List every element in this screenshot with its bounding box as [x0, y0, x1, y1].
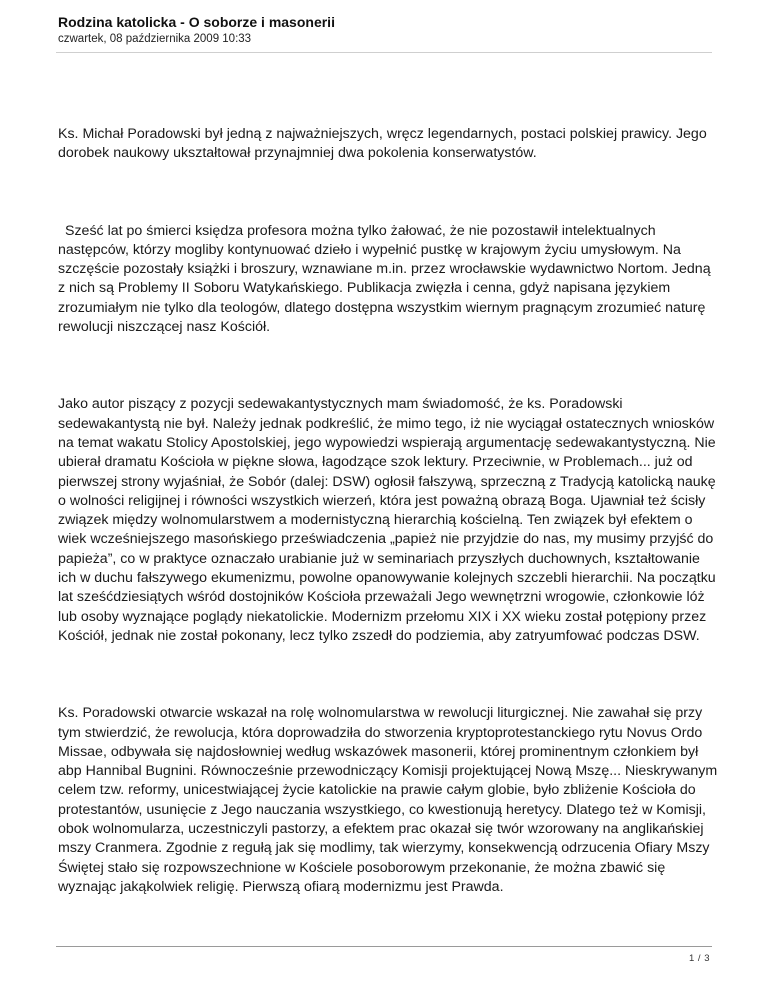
page-number: 1 / 3: [689, 953, 710, 964]
document-header: [58, 14, 710, 46]
document-title: Rodzina katolicka - O soborze i masonerii: [58, 14, 335, 30]
body-paragraph: Jako autor piszący z pozycji sedewakantystycznych mam świadomość, że ks. Poradowski sedewakantystą nie był. Należy jednak podkreślić, że mimo tego, iż nie wyciągał ostatecznych wniosków na temat wakatu Stolicy Apostolskiej, jego wypowiedzi wspierają argumentację sedewakantystyczną. Nie ubierał dramatu Kościoła w piękne słowa, łagodzące szok lektury. Przeciwnie, w Problemach... już od pierwszej strony wyjaśniał, że Sobór (dalej: DSW) ogłosił fałszywą, sprzeczną z Tradycją katolicką naukę o wolności religijnej i równości wszystkich wierzeń, która jest poważną obrazą Boga. Ujawniał też ścisły związek między wolnomularstwem a modernistyczną hierarchią kościelną. Ten związek był efektem o wiek wcześniejszego masońskiego przeświadczenia „papież nie przyjdzie do nas, my musimy przyjść do papieża”, co w praktyce oznaczało urabianie już w seminariach przyszłych duchownych, kształtowanie ich w duchu fałszywego ekumenizmu, powolne opanowywanie kolejnych szczebli hierarchii. Na początku lat sześćdziesiątych wśród dostojników Kościoła przeważali Jego wewnętrzni wrogowie, członkowie lóż lub osoby wyznające poglądy niekatolickie. Modernizm przełomu XIX i XX wieku został potępiony przez Kościół, jednak nie został pokonany, lecz tylko zszedł do podziemia, aby zatryumfować podczas DSW.: [58, 396, 716, 644]
article-body: [58, 125, 718, 897]
header-divider: [56, 52, 712, 53]
publication-date: czwartek, 08 października 2009 10:33: [58, 33, 252, 45]
body-paragraph: Ks. Michał Poradowski był jedną z najważniejszych, wręcz legendarnych, postaci polskiej prawicy. Jego dorobek naukowy ukształtował przynajmniej dwa pokolenia konserwatystów.: [58, 126, 707, 162]
body-paragraph: Sześć lat po śmierci księdza profesora można tylko żałować, że nie pozostawił intelektualnych następców, którzy mogliby kontynuować dzieło i wypełnić pustkę w krajowym życiu umysłowym. Na szczęście pozostały książki i broszury, wznawiane m.in. przez wrocławskie wydawnictwo Nortom. Jedną z nich są Problemy II Soboru Watykańskiego. Publikacja zwięzła i cenna, gdyż napisana językiem zrozumiałym nie tylko dla teologów, dlatego dostępna wszystkim wiernym pragnącym zrozumieć naturę rewolucji niszczącej nasz Kościół.: [58, 222, 711, 336]
footer-divider: [56, 946, 712, 947]
body-paragraph: Ks. Poradowski otwarcie wskazał na rolę wolnomularstwa w rewolucji liturgicznej. Nie zawahał się przy tym stwierdzić, że rewolucja, która doprowadziła do stworzenia kryptoprotestanckiego rytu Novus Ordo Missae, odbywała się najdosłowniej według wskazówek masonerii, której prominentnym członkiem był abp Hannibal Bugnini. Równocześnie przewodniczący Komisji projektującej Nową Mszę... Nieskrywanym celem tzw. reformy, unicestwiającej życie katolickie na prawie całym globie, było zbliżenie Kościoła do protestantów, usunięcie z Jego nauczania wszystkiego, co kwestionują heretycy. Dlatego też w Komisji, obok wolnomularza, uczestniczyli pastorzy, a efektem prac okazał się twór wzorowany na anglikańskiej mszy Cranmera. Zgodnie z regułą jak się modlimy, tak wierzymy, konsekwencją odrzucenia Ofiary Mszy Świętej stało się rozpowszechnione w Kościele posoborowym przekonanie, że można zbawić się wyznając jakąkolwiek religię. Pierwszą ofiarą modernizmu jest Prawda.: [58, 705, 718, 895]
